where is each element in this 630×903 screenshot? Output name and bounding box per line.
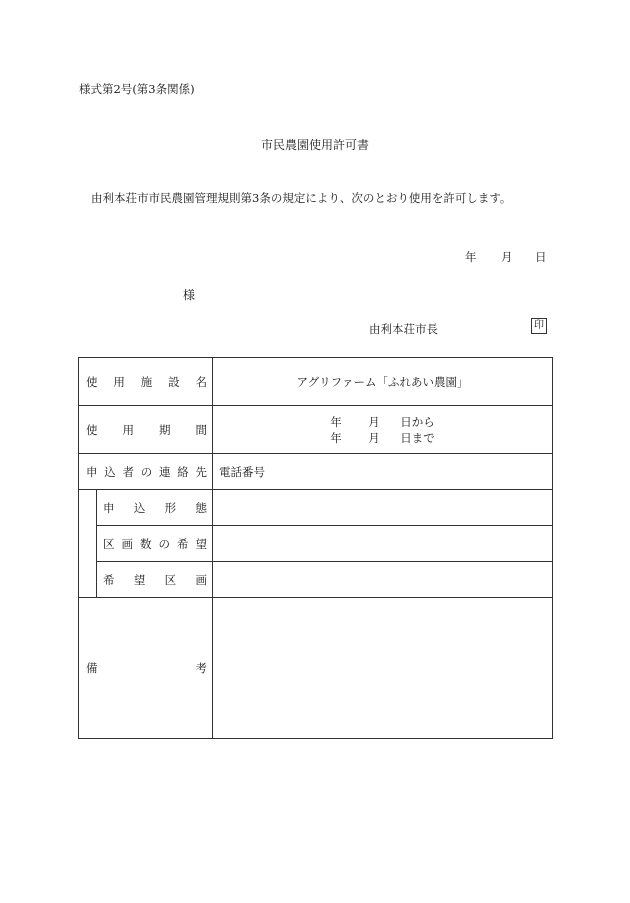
contact-value: 電話番号 <box>213 454 553 490</box>
row-plot-wish <box>79 562 553 598</box>
row-contact <box>79 454 553 490</box>
plot-count-value[interactable] <box>213 526 553 562</box>
apply-type-label: 申 込 形 態 <box>97 490 213 526</box>
row-facility <box>79 358 553 406</box>
date-month-label: 月 <box>501 250 513 264</box>
period-label: 使 用 期 間 <box>79 406 213 454</box>
row-apply-type <box>79 490 553 526</box>
plot-count-label: 区 画 数 の 希 望 <box>97 526 213 562</box>
row-remarks <box>79 598 553 739</box>
row-period <box>79 406 553 454</box>
group-indent-cell <box>79 490 97 598</box>
remarks-value[interactable] <box>213 598 553 739</box>
date-day-label: 日 <box>535 250 547 264</box>
facility-label: 使 用 施 設 名 <box>79 358 213 406</box>
facility-value: アグリファーム「ふれあい農園」 <box>213 358 553 406</box>
document-title: 市民農園使用許可書 <box>260 138 369 152</box>
remarks-label: 備 考 <box>79 598 213 739</box>
period-from: 年 月 日から <box>330 414 435 429</box>
date-year-label: 年 <box>465 250 477 264</box>
period-to: 年 月 日まで <box>330 430 435 445</box>
contact-label: 申 込 者 の 連 絡 先 <box>79 454 213 490</box>
body-text: 由利本荘市市民農園管理規則第3条の規定により、次のとおり使用を許可します。 <box>91 191 512 205</box>
plot-wish-value[interactable] <box>213 562 553 598</box>
addressee-suffix: 様 <box>183 288 196 302</box>
period-value <box>213 406 553 454</box>
issuer-name: 由利本荘市長 <box>369 322 438 336</box>
row-plot-count <box>79 526 553 562</box>
apply-type-value[interactable] <box>213 490 553 526</box>
form-number: 様式第2号(第3条関係) <box>79 82 195 96</box>
plot-wish-label: 希 望 区 画 <box>97 562 213 598</box>
seal-mark: 印 <box>531 318 547 334</box>
permit-table <box>78 357 553 739</box>
